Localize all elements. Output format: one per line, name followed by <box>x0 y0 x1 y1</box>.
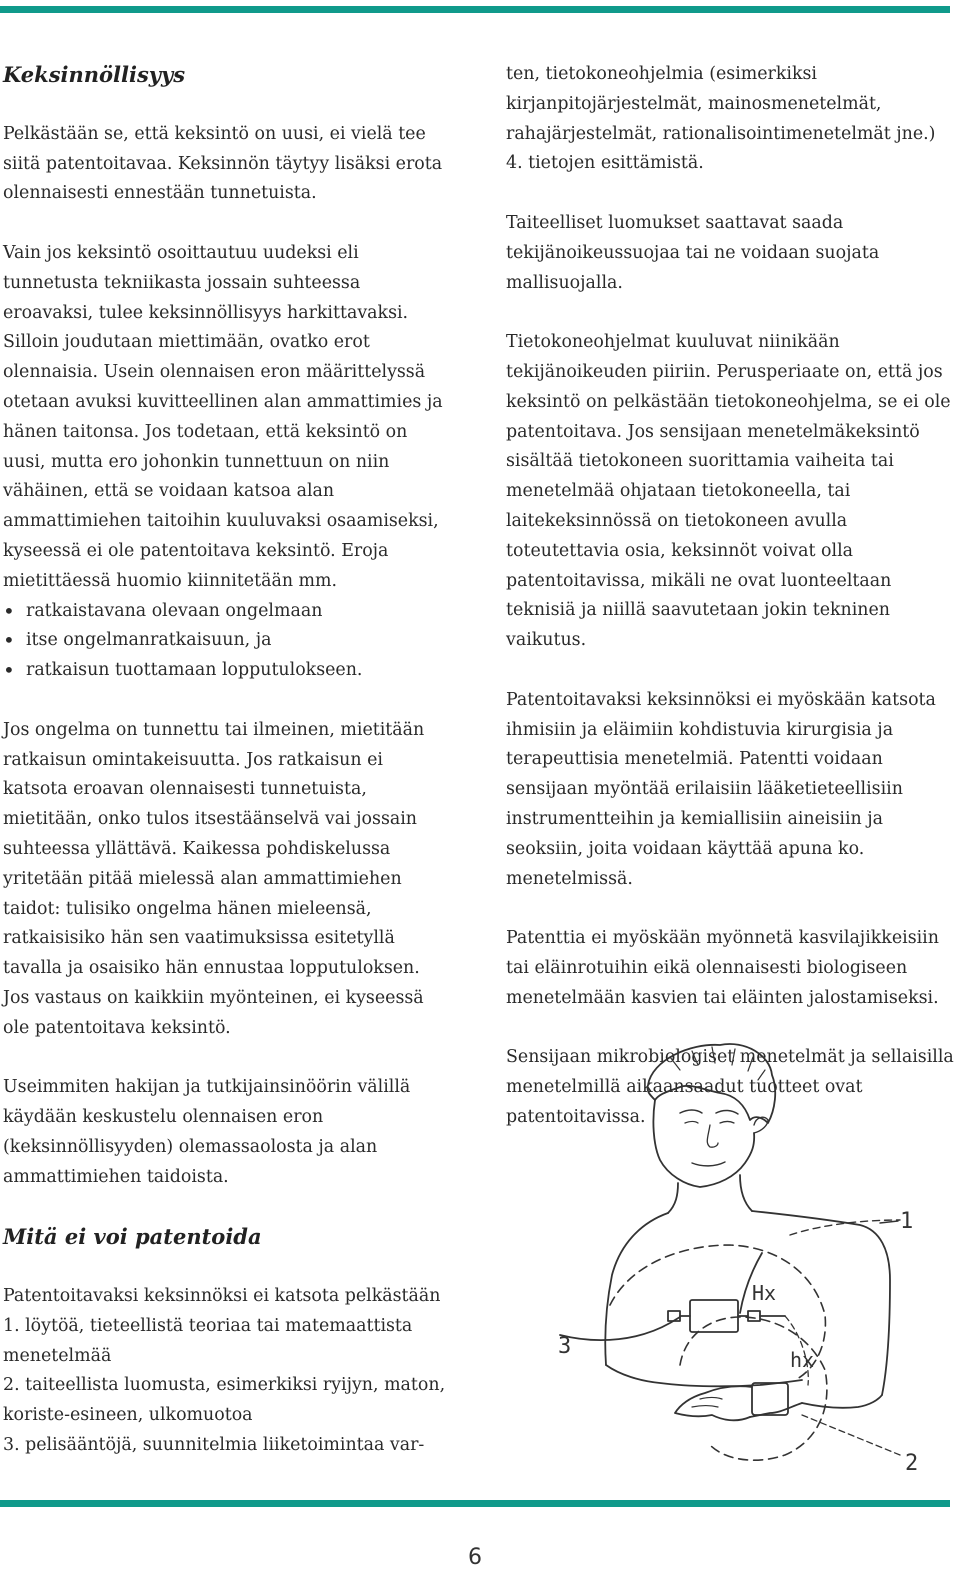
paragraph: Patenttia ei myöskään myönnetä kasvilajikkeisiin tai eläinrotuihin eikä olennaisesti biologiseen menetelmään kasvien tai eläinten jalostamiseksi. <box>506 928 939 1008</box>
paragraph: Patentoitavaksi keksinnöksi ei myöskään katsota ihmisiin ja eläimiin kohdistuvia kirurgisia ja terapeuttisia menetelmiä. Patentti voidaan sensijaan myöntää erilaisiin lääketieteellisiin instrumentteihin ja kemiallisiin aineisiin ja seoksiin, joita voidaan käyttää apuna ko. menetelmissä. <box>506 689 936 889</box>
page-number: 6 <box>468 1545 482 1570</box>
paragraph: Vain jos keksintö osoittautuu uudeksi eli tunnetusta tekniikasta jossain suhteessa eroavaksi, tulee keksinnöllisyys harkittavaksi. Silloin joudutaan miettimään, ovatko erot olennaisia. Usein olennaisen eron määrittelyssä otetaan avuksi kuvitteellinen alan ammattimies ja hänen taitonsa. Jos todetaan, että keksintö on uusi, mutta ero johonkin tunnettuun on niin vähäinen, että se voidaan katsoa alan ammattimiehen taitoihin kuuluvaksi osaamiseksi, kyseessä ei ole patentoitava keksintö. Eroja mietittäessä huomio kiinnitetään mm. <box>3 242 443 591</box>
paragraph: Taiteelliset luomukset saattavat saada tekijänoikeussuojaa tai ne voidaan suojata mallisuojalla. <box>506 212 880 293</box>
torso-outline <box>605 1211 890 1395</box>
list-item: 2. taiteellista luomusta, esimerkiksi ryijyn, maton, koriste-esineen, ulkomuotoa <box>3 1375 446 1426</box>
hair-outline <box>647 1044 775 1123</box>
list-item: 1. löytöä, tieteellistä teoriaa tai matemaattista menetelmää <box>3 1315 413 1366</box>
bullet-item: • itse ongelmanratkaisuun, ja <box>3 626 451 656</box>
wrist-sensor-circle <box>680 1317 827 1460</box>
list-item: 4. tietojen esittämistä. <box>506 153 704 174</box>
bullet-item: • ratkaisun tuottamaan lopputulokseen. <box>3 656 451 686</box>
paragraph: Sensijaan mikrobiologiset menetelmät ja sellaisilla menetelmillä aikaansaadut tuotteet ovat patentoitavissa. <box>506 1047 954 1127</box>
figure-label-hx-upper: Hx <box>752 1281 777 1305</box>
figure-label-hx-lower: hx <box>790 1348 815 1372</box>
figure-label-2: 2 <box>905 1451 919 1476</box>
figure-label-1: 1 <box>900 1209 914 1234</box>
list-item: 3. pelisääntöjä, suunnitelmia liiketoimintaa var- <box>3 1435 425 1456</box>
left-column <box>3 60 451 1461</box>
bullet-list <box>3 597 451 686</box>
bottom-accent-rule <box>0 1500 950 1507</box>
bullet-item: • ratkaistavana olevaan ongelmaan <box>3 597 451 627</box>
paragraph: ten, tietokoneohjelmia (esimerkiksi kirjanpitojärjestelmät, mainosmenetelmät, rahajärjestelmät, rationalisointimenetelmät jne.) <box>506 64 936 144</box>
paragraph: Useimmiten hakijan ja tutkijainsinöörin välillä käydään keskustelu olennaisen eron (keksinnöllisyyden) olemassaolosta ja alan ammattimiehen taidoista. <box>3 1077 411 1187</box>
figure-label-3: 3 <box>558 1334 572 1359</box>
hx-box <box>690 1300 738 1332</box>
section-heading-keksinnollisyys: Keksinnöllisyys <box>3 62 186 87</box>
section-heading-mita-ei-voi-patentoida: Mitä ei voi patentoida <box>3 1224 262 1250</box>
patient-monitor-illustration <box>540 1035 960 1480</box>
paragraph: Pelkästään se, että keksintö on uusi, ei vielä tee siitä patentoitavaa. Keksinnön täytyy lisäksi erota olennaisesti ennestään tunnetuista. <box>3 123 443 204</box>
paragraph: Tietokoneohjelmat kuuluvat niinikään tekijänoikeuden piiriin. Perusperiaate on, että jos keksintö on pelkästään tietokoneohjelma, se ei ole patentoitava. Jos sensijaan menetelmäkeksintö sisältää tietokoneen suorittamia vaiheita tai menetelmää ohjataan tietokoneella, tai laitekeksinnössä on tietokoneen avulla toteutettavia osia, keksinnöt voivat olla patentoitavissa, mikäli ne ovat luonteeltaan teknisiä ja niillä saavutetaan jokin tekninen vaikutus. <box>506 332 951 651</box>
paragraph: Jos ongelma on tunnettu tai ilmeinen, mietitään ratkaisun omintakeisuutta. Jos ratkaisun ei katsota eroavan olennaisesti tunnetuista, mietitään, onko tulos itsestäänselvä vai jossain suhteessa yllättävä. Kaikessa pohdiskelussa yritetään pitää mielessä alan ammattimiehen taidot: tulisiko ongelma hänen mieleensä, ratkaisisiko hän sen vaatimuksissa esitetyllä tavalla ja osaisiko hän ennustaa lopputuloksen. Jos vastaus on kaikkiin myönteinen, ei kyseessä ole patentoitava keksintö. <box>3 719 425 1038</box>
top-accent-rule <box>0 6 950 13</box>
right-column <box>506 60 954 1133</box>
face-outline <box>653 1100 754 1187</box>
paragraph: Patentoitavaksi keksinnöksi ei katsota pelkästään <box>3 1286 441 1307</box>
